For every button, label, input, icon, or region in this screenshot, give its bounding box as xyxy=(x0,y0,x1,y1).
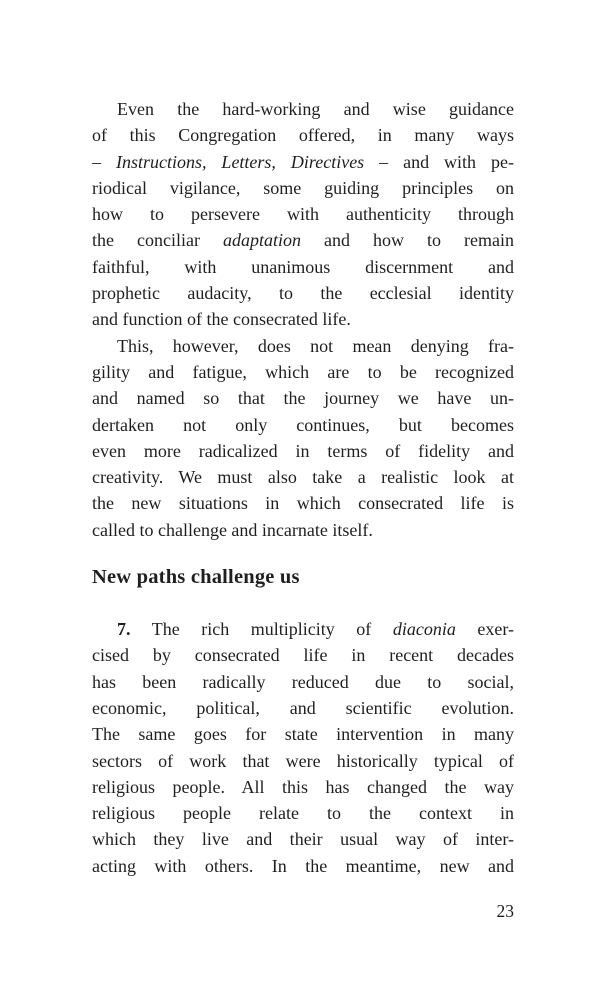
text-block xyxy=(92,96,514,879)
body-text: and named so that the journey we have un- xyxy=(92,388,514,409)
text-line xyxy=(92,490,514,516)
body-text: and how to remain xyxy=(301,230,514,251)
body-text: called to challenge and incarnate itself. xyxy=(92,519,373,540)
text-line xyxy=(92,721,514,747)
bold-text: 7. xyxy=(117,619,131,640)
text-line xyxy=(92,201,514,227)
body-text: gility and fatigue, which are to be recognized xyxy=(92,361,514,382)
body-text: – and with pe- xyxy=(364,151,514,172)
text-line xyxy=(92,175,514,201)
text-line xyxy=(92,464,514,490)
body-text: how to persevere with authenticity through xyxy=(92,204,514,225)
text-line xyxy=(92,669,514,695)
body-text: dertaken not only continues, but becomes xyxy=(92,414,514,435)
text-line xyxy=(92,642,514,668)
paragraph xyxy=(92,333,514,543)
italic-text: diaconia xyxy=(392,619,456,640)
text-line xyxy=(92,695,514,721)
text-line xyxy=(92,306,514,332)
body-text: which they live and their usual way of inter- xyxy=(92,829,514,850)
body-text: acting with others. In the meantime, new and xyxy=(92,855,514,876)
italic-text: adaptation xyxy=(222,230,301,251)
body-text: and function of the consecrated life. xyxy=(92,309,351,330)
text-line xyxy=(92,774,514,800)
body-text: creativity. We must also take a realistic look at xyxy=(92,467,514,488)
paragraph xyxy=(92,616,514,879)
text-line xyxy=(92,96,514,122)
text-line xyxy=(92,826,514,852)
body-text: The rich multiplicity of xyxy=(130,619,393,640)
text-line xyxy=(92,438,514,464)
body-text: economic, political, and scientific evolution. xyxy=(92,697,514,718)
text-line xyxy=(92,227,514,253)
body-text: even more radicalized in terms of fidelity and xyxy=(92,440,514,461)
text-line xyxy=(92,853,514,879)
body-text: sectors of work that were historically typical of xyxy=(92,750,514,771)
text-line xyxy=(92,517,514,543)
text-line xyxy=(92,359,514,385)
text-line xyxy=(92,333,514,359)
text-line xyxy=(92,149,514,175)
text-line xyxy=(92,412,514,438)
text-line xyxy=(92,748,514,774)
body-text: the new situations in which consecrated life is xyxy=(92,493,514,514)
body-text: – xyxy=(92,151,116,172)
body-text: prophetic audacity, to the ecclesial identity xyxy=(92,283,514,304)
body-text: riodical vigilance, some guiding principles on xyxy=(92,177,514,198)
text-line xyxy=(92,800,514,826)
body-text: of this Congregation offered, in many ways xyxy=(92,125,514,146)
body-text: The same goes for state intervention in many xyxy=(92,724,514,745)
body-text: This, however, does not mean denying fra- xyxy=(117,335,514,356)
text-line xyxy=(92,385,514,411)
body-text: exer- xyxy=(455,619,514,640)
text-line xyxy=(92,616,514,642)
body-text: has been radically reduced due to social, xyxy=(92,671,514,692)
text-line xyxy=(92,254,514,280)
body-text: religious people relate to the context in xyxy=(92,803,514,824)
paragraph xyxy=(92,96,514,333)
section-heading: New paths challenge us xyxy=(92,566,300,589)
text-line xyxy=(92,280,514,306)
body-text: Even the hard-working and wise guidance xyxy=(117,99,514,119)
body-text: religious people. All this has changed the way xyxy=(92,776,514,797)
text-line xyxy=(92,122,514,148)
page-number: 23 xyxy=(496,901,514,921)
italic-text: Instructions, Letters, Directives xyxy=(115,151,365,172)
body-text: faithful, with unanimous discernment and xyxy=(92,256,514,277)
body-text: the conciliar xyxy=(92,230,223,251)
body-text: cised by consecrated life in recent decades xyxy=(92,645,514,666)
